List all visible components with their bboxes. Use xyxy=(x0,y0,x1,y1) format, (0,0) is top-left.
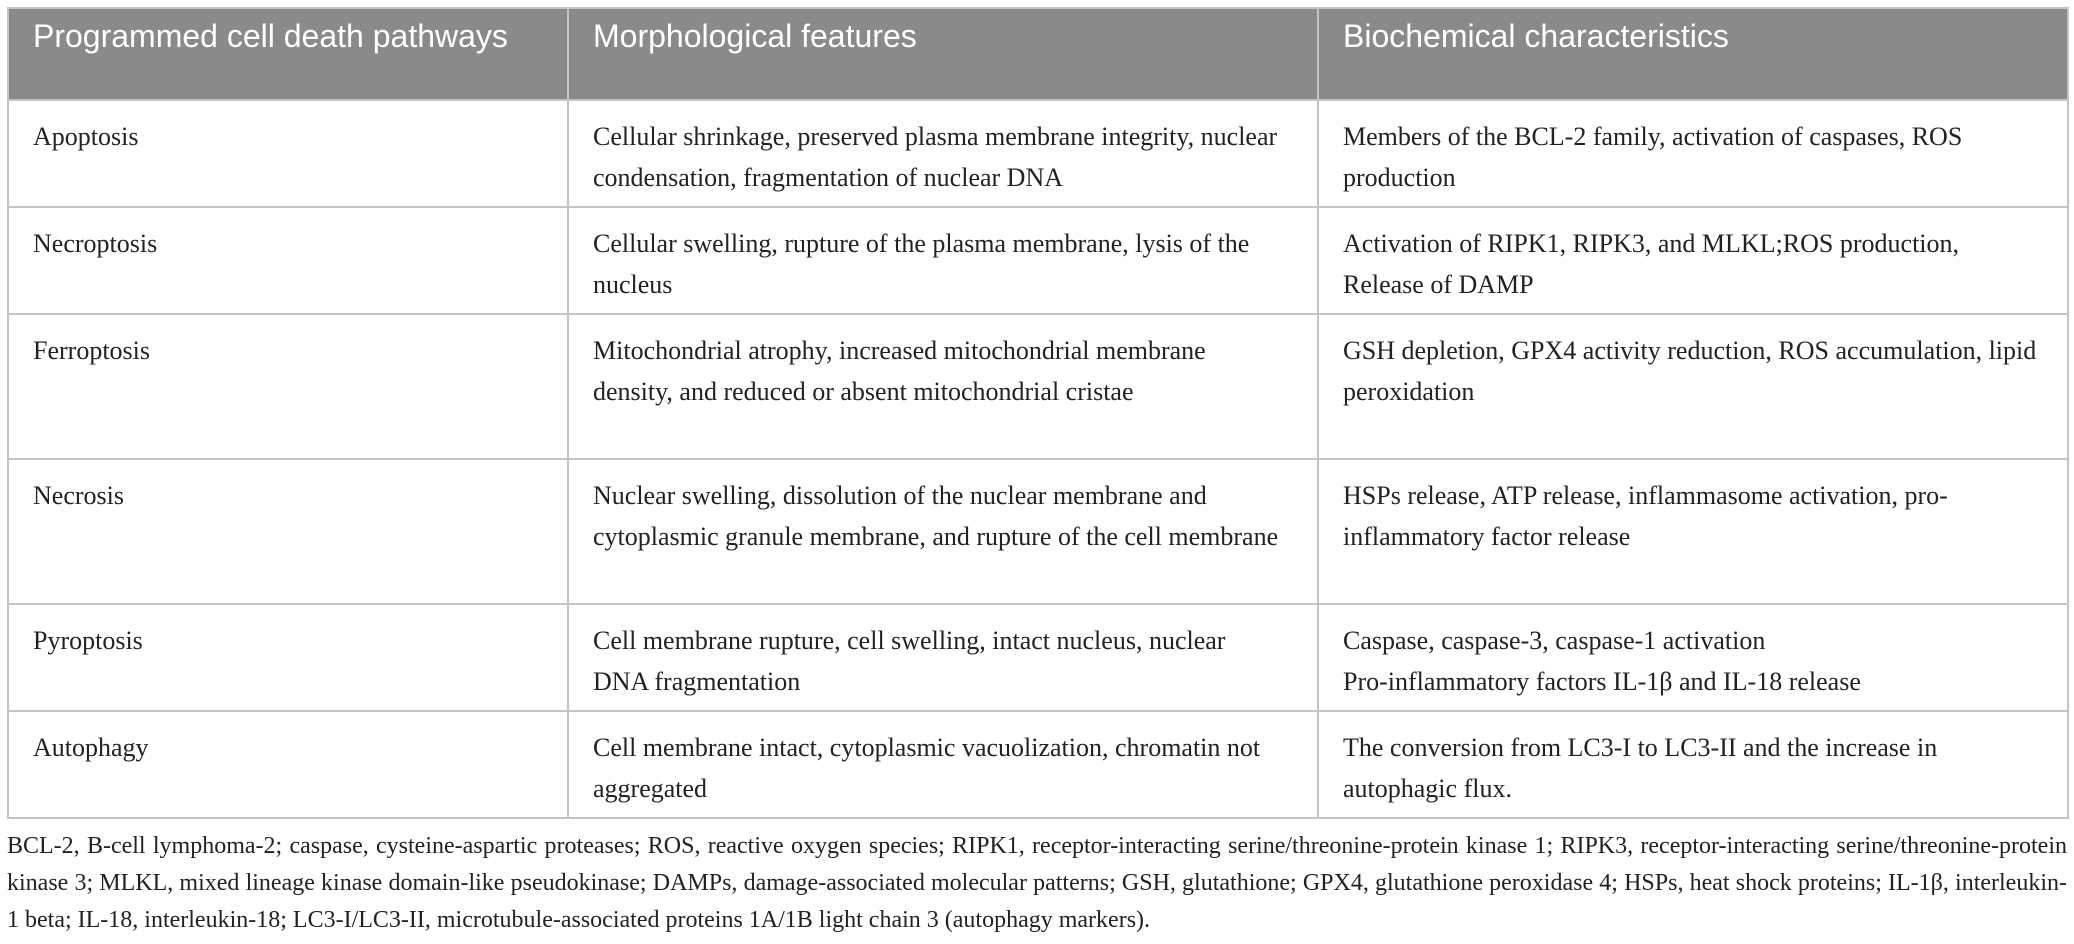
morphology-cell: Cellular swelling, rupture of the plasma membrane, lysis of the nucleus xyxy=(568,207,1318,314)
biochemistry-line: The conversion from LC3-I to LC3-II and the increase in autophagic flux. xyxy=(1343,733,1938,803)
table-row-apoptosis xyxy=(8,100,2068,207)
header-pathways: Programmed cell death pathways xyxy=(8,8,568,100)
morphology-cell: Nuclear swelling, dissolution of the nuclear membrane and cytoplasmic granule membrane, and rupture of the cell membrane xyxy=(568,459,1318,604)
table-row-necrosis xyxy=(8,459,2068,604)
biochemistry-line: Activation of RIPK1, RIPK3, and MLKL;ROS production, Release of DAMP xyxy=(1343,229,1960,299)
table-row-necroptosis xyxy=(8,207,2068,314)
pathway-name: Necroptosis xyxy=(8,207,568,314)
biochemistry-cell xyxy=(1318,207,2068,314)
table-header-row xyxy=(8,8,2068,100)
morphology-cell: Mitochondrial atrophy, increased mitochondrial membrane density, and reduced or absent mitochondrial cristae xyxy=(568,314,1318,459)
pathway-name: Pyroptosis xyxy=(8,604,568,711)
table-row-pyroptosis xyxy=(8,604,2068,711)
table-row-autophagy xyxy=(8,711,2068,818)
biochemistry-line: Caspase, caspase-3, caspase-1 activation xyxy=(1343,626,1766,655)
table-footnote: BCL-2, B-cell lymphoma-2; caspase, cysteine-aspartic proteases; ROS, reactive oxygen species; RIPK1, receptor-interacting serine/threonine-protein kinase 1; RIPK3, receptor-interacting serine/threonine-protein kinase 3; MLKL, mixed lineage kinase domain-like pseudokinase; DAMPs, damage-associated molecular patterns; GSH, glutathione; GPX4, glutathione peroxidase 4; HSPs, heat shock proteins; IL-1β, interleukin-1 beta; IL-18, interleukin-18; LC3-I/LC3-II, microtubule-associated proteins 1A/1B light chain 3 (autophagy markers). xyxy=(7,833,2067,933)
pathway-name: Ferroptosis xyxy=(8,314,568,459)
biochemistry-line: Members of the BCL-2 family, activation of caspases, ROS production xyxy=(1343,122,1963,192)
pathway-name: Autophagy xyxy=(8,711,568,818)
morphology-cell: Cell membrane rupture, cell swelling, intact nucleus, nuclear DNA fragmentation xyxy=(568,604,1318,711)
table-row-ferroptosis xyxy=(8,314,2068,459)
biochemistry-line: Pro-inflammatory factors IL-1β and IL-18 release xyxy=(1343,667,1861,696)
biochemistry-cell xyxy=(1318,711,2068,818)
biochemistry-cell xyxy=(1318,604,2068,711)
cell-death-table xyxy=(7,7,2069,819)
pathway-name: Apoptosis xyxy=(8,100,568,207)
biochemistry-cell xyxy=(1318,314,2068,459)
header-biochemistry: Biochemical characteristics xyxy=(1318,8,2068,100)
cell-death-table-container xyxy=(7,7,2067,819)
morphology-cell: Cell membrane intact, cytoplasmic vacuolization, chromatin not aggregated xyxy=(568,711,1318,818)
morphology-cell: Cellular shrinkage, preserved plasma membrane integrity, nuclear condensation, fragmentation of nuclear DNA xyxy=(568,100,1318,207)
pathway-name: Necrosis xyxy=(8,459,568,604)
biochemistry-line: HSPs release, ATP release, inflammasome activation, pro-inflammatory factor release xyxy=(1343,481,1948,551)
biochemistry-line: GSH depletion, GPX4 activity reduction, ROS accumulation, lipid peroxidation xyxy=(1343,336,2037,406)
biochemistry-cell xyxy=(1318,100,2068,207)
biochemistry-cell xyxy=(1318,459,2068,604)
header-morphology: Morphological features xyxy=(568,8,1318,100)
